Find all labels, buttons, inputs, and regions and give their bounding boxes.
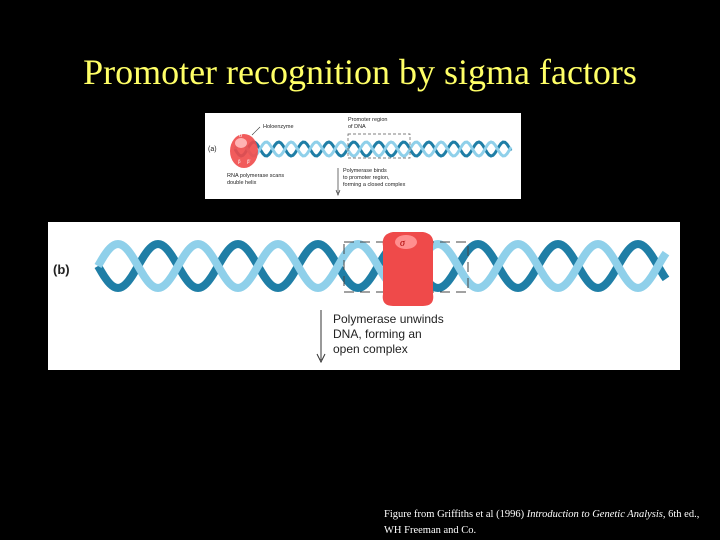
unwinds-label-line1: Polymerase unwinds	[333, 312, 444, 326]
unwinds-label-line2: DNA, forming an	[333, 327, 422, 341]
panel-b-figure	[48, 222, 680, 370]
page-title: Promoter recognition by sigma factors	[83, 52, 637, 92]
figure-caption: Figure from Griffiths et al (1996) Introduction to Genetic Analysis, 6th ed., WH Freeman and Co.	[384, 509, 700, 536]
scan-label-line1: RNA polymerase scans	[227, 173, 285, 179]
binds-label-line1: Polymerase binds	[343, 168, 387, 174]
promoter-label-line2: of DNA	[348, 124, 366, 130]
panel-a-label: (a)	[208, 146, 217, 153]
sigma-symbol: σ	[400, 238, 405, 249]
svg-text:σ: σ	[239, 133, 243, 139]
svg-text:β: β	[238, 160, 241, 165]
rna-polymerase	[383, 232, 434, 306]
panel-a-arrow	[336, 168, 340, 195]
panel-b-dna-helix	[98, 244, 666, 288]
unwinds-label-line3: open complex	[333, 342, 408, 356]
panel-a-holoenzyme	[230, 133, 258, 168]
binds-label-line3: forming a closed complex	[343, 182, 406, 188]
svg-text:β': β'	[247, 160, 251, 165]
binds-label-line2: to promoter region,	[343, 175, 390, 181]
panel-b-label: (b)	[53, 262, 70, 277]
promoter-label-line1: Promoter region	[348, 117, 388, 123]
panel-b-arrow	[317, 310, 325, 362]
panel-a-dna-helix	[235, 142, 511, 156]
panel-a-figure	[205, 113, 521, 199]
holoenzyme-label: Holoenzyme	[263, 124, 294, 130]
scan-label-line2: double helix	[227, 180, 257, 186]
